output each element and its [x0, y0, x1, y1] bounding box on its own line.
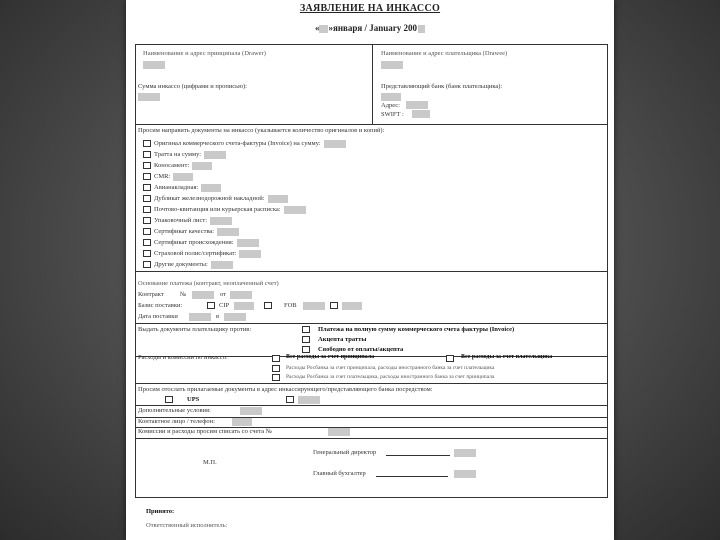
courier-other-checkbox[interactable]: [286, 396, 294, 403]
divider: [136, 405, 607, 406]
document-item: Сертификат происхождения:: [143, 238, 259, 247]
drawer-label: Наименование и адрес принципала (Drawer): [143, 50, 266, 57]
delivery-cip-label: CIP: [219, 302, 230, 309]
contact-redacted[interactable]: [232, 418, 252, 426]
courier-ups-label: UPS: [187, 396, 200, 403]
director-name-redacted[interactable]: [454, 449, 476, 457]
stamp-label: М.П.: [203, 459, 217, 466]
delivery-other-checkbox[interactable]: [330, 302, 338, 309]
courier-label: Просим отослать прилагаемые документы в адрес инкассирующего/представляющего банка посредством:: [138, 386, 433, 393]
fees-option-1-checkbox[interactable]: [272, 355, 280, 362]
accountant-signature-line: [376, 476, 448, 477]
document-item: Другие документы:: [143, 260, 233, 269]
contract-number-redacted[interactable]: [192, 291, 214, 299]
delivery-other-redacted[interactable]: [342, 302, 362, 310]
commission-account-redacted[interactable]: [328, 428, 350, 436]
page-title: ЗАЯВЛЕНИЕ НА ИНКАССО: [299, 3, 441, 14]
checkbox[interactable]: [143, 206, 151, 213]
divider: [136, 383, 607, 384]
checkbox[interactable]: [143, 162, 151, 169]
bank-swift-redacted[interactable]: [412, 110, 430, 118]
fees-option-4-checkbox[interactable]: [272, 374, 280, 381]
documents-heading: Просим направить документы на инкассо (указывается количество оригиналов и копий):: [138, 127, 385, 134]
amount-field-redacted[interactable]: [138, 93, 160, 101]
divider: [136, 438, 607, 439]
amount-label: Сумма инкассо (цифрами и прописью):: [138, 83, 247, 90]
operator-label: Ответственный исполнитель:: [146, 522, 228, 529]
header-divider: [372, 45, 373, 124]
checkbox[interactable]: [143, 195, 151, 202]
checkbox[interactable]: [143, 217, 151, 224]
bank-swift-label: SWIFT :: [381, 111, 404, 118]
document-item: Дубликат железнодорожной накладной:: [143, 194, 288, 203]
date-line: [126, 23, 614, 33]
checkbox[interactable]: [143, 184, 151, 191]
extra-conditions-label: Дополнительные условия:: [138, 407, 211, 414]
document-item: CMR:: [143, 172, 193, 181]
delivery-basis-label: Базис поставки:: [138, 302, 183, 309]
document-item: Упаковочный лист:: [143, 216, 232, 225]
document-item: Авианакладная:: [143, 183, 221, 192]
fees-option-3: Расходы Росбанка за счет принципала, расходы иностранного банка за счет плательщика: [286, 365, 495, 371]
release-option-2-checkbox[interactable]: [302, 336, 310, 343]
accountant-label: Главный бухгалтер: [313, 470, 366, 477]
delivery-date-label: Дата поставки: [138, 313, 178, 320]
document-item: Страховой полис/сертификат:: [143, 249, 261, 258]
release-option-2: Акцепта тратты: [318, 336, 367, 343]
bank-name-redacted[interactable]: [381, 93, 401, 101]
checkbox[interactable]: [143, 173, 151, 180]
courier-ups-checkbox[interactable]: [165, 396, 173, 403]
extra-conditions-redacted[interactable]: [240, 407, 262, 415]
delivery-date-in: в: [216, 313, 220, 320]
commission-label: Комиссии и расходы просим списать со счета №: [138, 428, 272, 435]
release-option-1: Платежа на полную сумму коммерческого счета фактуры (Invoice): [318, 326, 515, 333]
delivery-date-redacted[interactable]: [189, 313, 211, 321]
bank-address-label: Адрес:: [381, 102, 400, 109]
director-label: Генеральный директор: [313, 449, 377, 456]
checkbox[interactable]: [143, 140, 151, 147]
drawee-field-redacted[interactable]: [381, 61, 403, 69]
delivery-fob-label: FOB: [284, 302, 297, 309]
presenting-bank-label: Представляющий банк (банк плательщика):: [381, 83, 503, 90]
contract-label: Контракт: [138, 291, 164, 298]
delivery-place-redacted[interactable]: [224, 313, 246, 321]
delivery-fob-checkbox[interactable]: [264, 302, 272, 309]
checkbox[interactable]: [143, 250, 151, 257]
year-field-redacted: [418, 25, 425, 33]
checkbox[interactable]: [143, 261, 151, 268]
divider: [136, 124, 607, 125]
document-item: Тратта на сумму:: [143, 150, 226, 159]
divider: [136, 271, 607, 272]
fees-option-1: Все расходы за счет принципала: [286, 354, 375, 360]
date-open-quote: «: [314, 23, 320, 33]
bank-address-redacted[interactable]: [406, 101, 428, 109]
accountant-name-redacted[interactable]: [454, 470, 476, 478]
release-option-1-checkbox[interactable]: [302, 326, 310, 333]
drawer-field-redacted[interactable]: [143, 61, 165, 69]
contract-date-prefix: от: [220, 291, 227, 298]
checkbox[interactable]: [143, 228, 151, 235]
contact-label: Контактное лицо / телефон:: [138, 418, 215, 425]
checkbox[interactable]: [143, 239, 151, 246]
release-option-3-checkbox[interactable]: [302, 346, 310, 353]
delivery-cip-checkbox[interactable]: [207, 302, 215, 309]
contract-date-redacted[interactable]: [230, 291, 252, 299]
collection-application-page: [126, 0, 614, 540]
checkbox[interactable]: [143, 151, 151, 158]
fees-option-3-checkbox[interactable]: [272, 365, 280, 372]
divider: [136, 323, 607, 324]
document-item: Сертификат качества:: [143, 227, 239, 236]
document-item: Оригинал коммерческого счета-фактуры (Invoice) на сумму:: [143, 139, 346, 148]
drawee-label: Наименование и адрес плательщика (Drawee): [381, 50, 508, 57]
contract-number-prefix: №: [180, 291, 187, 298]
fees-option-4: Расходы Росбанка за счет плательщика, расходы иностранного банка за счет принципала: [286, 374, 495, 380]
basis-heading: Основание платежа (контракт, неоплаченный счет): [138, 280, 279, 287]
accepted-label: Принято:: [146, 508, 175, 515]
release-option-3: Свободно от оплаты/акцепта: [318, 346, 404, 353]
document-item: Почтово-квитанция или курьерская расписка:: [143, 205, 306, 214]
date-month-year: »января / January 200: [328, 23, 418, 33]
document-item: Коносамент:: [143, 161, 212, 170]
release-label: Выдать документы плательщику против:: [138, 326, 252, 333]
fees-option-2: Все расходы за счет плательщика: [461, 354, 553, 360]
fees-option-2-checkbox[interactable]: [446, 355, 454, 362]
delivery-fob-redacted[interactable]: [303, 302, 325, 310]
director-signature-line: [386, 455, 450, 456]
courier-other-redacted[interactable]: [298, 396, 320, 404]
delivery-cip-redacted[interactable]: [234, 302, 254, 310]
fees-label: Расходы и комиссии по инкассо:: [138, 354, 228, 361]
application-form: [135, 44, 608, 498]
